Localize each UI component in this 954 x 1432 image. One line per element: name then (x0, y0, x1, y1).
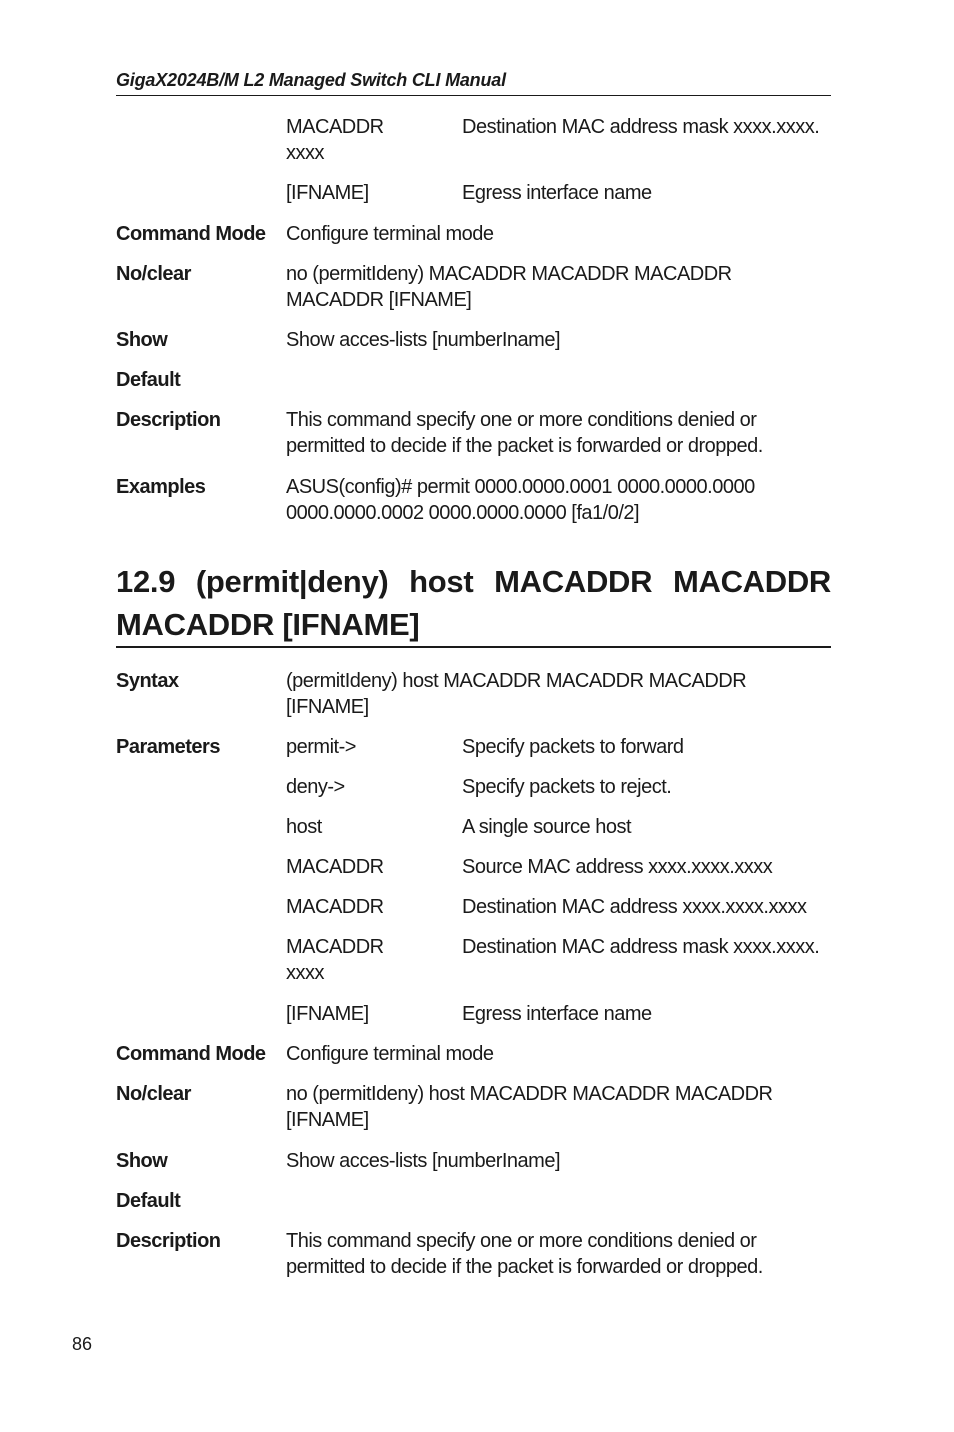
syntax-value (286, 668, 746, 720)
command-mode-value: Configure terminal mode (286, 1043, 494, 1065)
param-name-line: MACADDR (286, 936, 384, 958)
command-mode-label: Command Mode (116, 1043, 266, 1065)
default-label: Default (116, 1190, 181, 1212)
no-clear-value (286, 261, 732, 313)
command-mode-label: Command Mode (116, 223, 266, 245)
param-desc: Specify packets to reject. (462, 776, 672, 798)
section-number: 12.9 (116, 564, 176, 599)
running-header: GigaX2024B/M L2 Managed Switch CLI Manual (116, 70, 506, 90)
syntax-line: (permitIdeny) host MACADDR MACADDR MACADDR (286, 670, 747, 692)
param-name: MACADDR (286, 856, 384, 878)
param-name-line: xxxx (286, 962, 324, 984)
param-desc: Egress interface name (462, 182, 652, 204)
show-label: Show (116, 1150, 168, 1172)
syntax-label: Syntax (116, 670, 179, 692)
description-line: This command specify one or more conditions denied or (286, 409, 757, 431)
description-line: permitted to decide if the packet is forwarded or dropped. (286, 435, 763, 457)
section-heading-word: MACADDR (672, 564, 831, 599)
section-heading-word: (permit|deny) (195, 564, 389, 599)
parameters-label: Parameters (116, 736, 220, 758)
param-desc: Specify packets to forward (462, 736, 684, 758)
no-clear-label: No/clear (116, 1083, 191, 1105)
show-value: Show acces-lists [numberIname] (286, 329, 561, 351)
description-value (286, 407, 763, 459)
section-heading-line2: MACADDR [IFNAME] (116, 607, 420, 642)
param-name (286, 934, 384, 986)
section-rule (116, 646, 831, 648)
description-label: Description (116, 409, 221, 431)
example-line: 0000.0000.0002 0000.0000.0000 [fa1/0/2] (286, 502, 640, 524)
example-line: ASUS(config)# permit 0000.0000.0001 0000.0000.0000 (286, 476, 755, 498)
param-desc: Destination MAC address mask xxxx.xxxx. (462, 936, 820, 958)
param-name-line: MACADDR (286, 116, 384, 138)
examples-value (286, 474, 755, 526)
section-heading-line1 (116, 560, 831, 603)
section-heading-word: host (409, 564, 474, 599)
no-clear-line: [IFNAME] (286, 1109, 369, 1131)
section-heading (116, 560, 831, 646)
description-label: Description (116, 1230, 221, 1252)
no-clear-value (286, 1081, 772, 1133)
param-name: MACADDR (286, 896, 384, 918)
show-label: Show (116, 329, 168, 351)
examples-label: Examples (116, 476, 206, 498)
default-label: Default (116, 369, 181, 391)
description-value (286, 1228, 763, 1280)
param-name: permit-> (286, 736, 356, 758)
description-line: permitted to decide if the packet is forwarded or dropped. (286, 1256, 763, 1278)
param-name (286, 114, 384, 166)
no-clear-line: no (permitIdeny) host MACADDR MACADDR MACADDR (286, 1083, 773, 1105)
param-desc: A single source host (462, 816, 631, 838)
no-clear-line: MACADDR [IFNAME] (286, 289, 472, 311)
description-line: This command specify one or more conditions denied or (286, 1230, 757, 1252)
param-desc: Egress interface name (462, 1003, 652, 1025)
no-clear-label: No/clear (116, 263, 191, 285)
command-mode-value: Configure terminal mode (286, 223, 494, 245)
param-name-line: xxxx (286, 142, 324, 164)
param-name: [IFNAME] (286, 182, 369, 204)
syntax-line: [IFNAME] (286, 696, 369, 718)
param-name: deny-> (286, 776, 345, 798)
param-desc: Destination MAC address mask xxxx.xxxx. (462, 116, 820, 138)
header-rule (116, 95, 831, 96)
show-value: Show acces-lists [numberIname] (286, 1150, 561, 1172)
page-number: 86 (72, 1334, 93, 1354)
no-clear-line: no (permitIdeny) MACADDR MACADDR MACADDR (286, 263, 732, 285)
param-desc: Source MAC address xxxx.xxxx.xxxx (462, 856, 773, 878)
param-name: [IFNAME] (286, 1003, 369, 1025)
param-desc: Destination MAC address xxxx.xxxx.xxxx (462, 896, 807, 918)
param-name: host (286, 816, 322, 838)
section-heading-word: MACADDR (494, 564, 653, 599)
